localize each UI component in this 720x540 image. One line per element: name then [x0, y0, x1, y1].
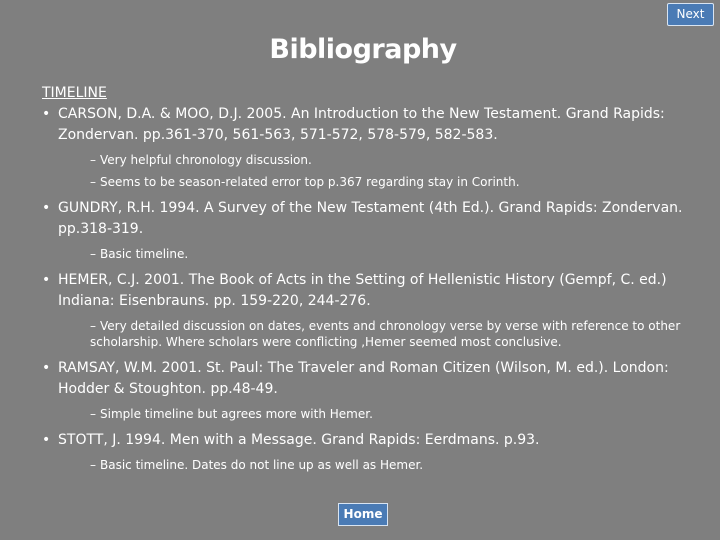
entry-citation [42, 430, 702, 451]
bullet-icon: • [42, 106, 51, 122]
note-dash: – [90, 247, 96, 261]
entry-citation [42, 270, 702, 312]
note-text: Seems to be season-related error top p.367 regarding stay in Corinth. [100, 175, 520, 189]
entry-note [90, 174, 702, 190]
entry-notes [42, 318, 702, 350]
entry-citation [42, 358, 702, 400]
note-dash: – [90, 153, 96, 167]
note-text: Basic timeline. [100, 247, 189, 261]
note-text: Very detailed discussion on dates, events and chronology verse by verse with reference to other scholarship. Where scholars were conflicting ,Hemer seemed most conclusive. [90, 319, 681, 349]
entry-notes [42, 457, 702, 473]
entry-note [90, 457, 702, 473]
citation-text: STOTT, J. 1994. Men with a Message. Grand Rapids: Eerdmans. p.93. [58, 432, 540, 448]
entry-notes [42, 406, 702, 422]
note-dash: – [90, 175, 96, 189]
bibliography-list [42, 104, 702, 473]
citation-text: RAMSAY, W.M. 2001. St. Paul: The Traveler and Roman Citizen (Wilson, M. ed.). London: Hodder & Stoughton. pp.48-49. [58, 360, 669, 397]
note-dash: – [90, 458, 96, 472]
entry-note [90, 318, 702, 350]
note-text: Very helpful chronology discussion. [100, 153, 312, 167]
entry-note [90, 246, 702, 262]
citation-text: GUNDRY, R.H. 1994. A Survey of the New Testament (4th Ed.). Grand Rapids: Zondervan. pp.318-319. [58, 200, 683, 237]
entry-citation [42, 198, 702, 240]
bullet-icon: • [42, 432, 51, 448]
citation-text: HEMER, C.J. 2001. The Book of Acts in the Setting of Hellenistic History (Gempf, C. ed.) Indiana: Eisenbrauns. pp. 159-220, 244-276. [58, 272, 667, 309]
bibliography-entry [42, 270, 702, 350]
bibliography-entry [42, 358, 702, 422]
bullet-icon: • [42, 200, 51, 216]
note-dash: – [90, 319, 96, 333]
bullet-icon: • [42, 272, 51, 288]
entry-note [90, 406, 702, 422]
section-label-timeline: TIMELINE [42, 85, 107, 101]
page-title: Bibliography [269, 34, 457, 65]
bibliography-entry [42, 104, 702, 190]
entry-notes [42, 152, 702, 190]
entry-notes [42, 246, 702, 262]
entry-note [90, 152, 702, 168]
note-dash: – [90, 407, 96, 421]
citation-text: CARSON, D.A. & MOO, D.J. 2005. An Introduction to the New Testament. Grand Rapids: Zondervan. pp.361-370, 561-563, 571-572, 578-579, 582-583. [58, 106, 665, 143]
home-button[interactable]: Home [338, 503, 388, 526]
bibliography-entry [42, 198, 702, 262]
bibliography-entry [42, 430, 702, 473]
note-text: Basic timeline. Dates do not line up as well as Hemer. [100, 458, 424, 472]
bibliography-content [42, 84, 702, 479]
next-button[interactable]: Next [667, 3, 714, 26]
note-text: Simple timeline but agrees more with Hemer. [100, 407, 373, 421]
entry-citation [42, 104, 702, 146]
bullet-icon: • [42, 360, 51, 376]
